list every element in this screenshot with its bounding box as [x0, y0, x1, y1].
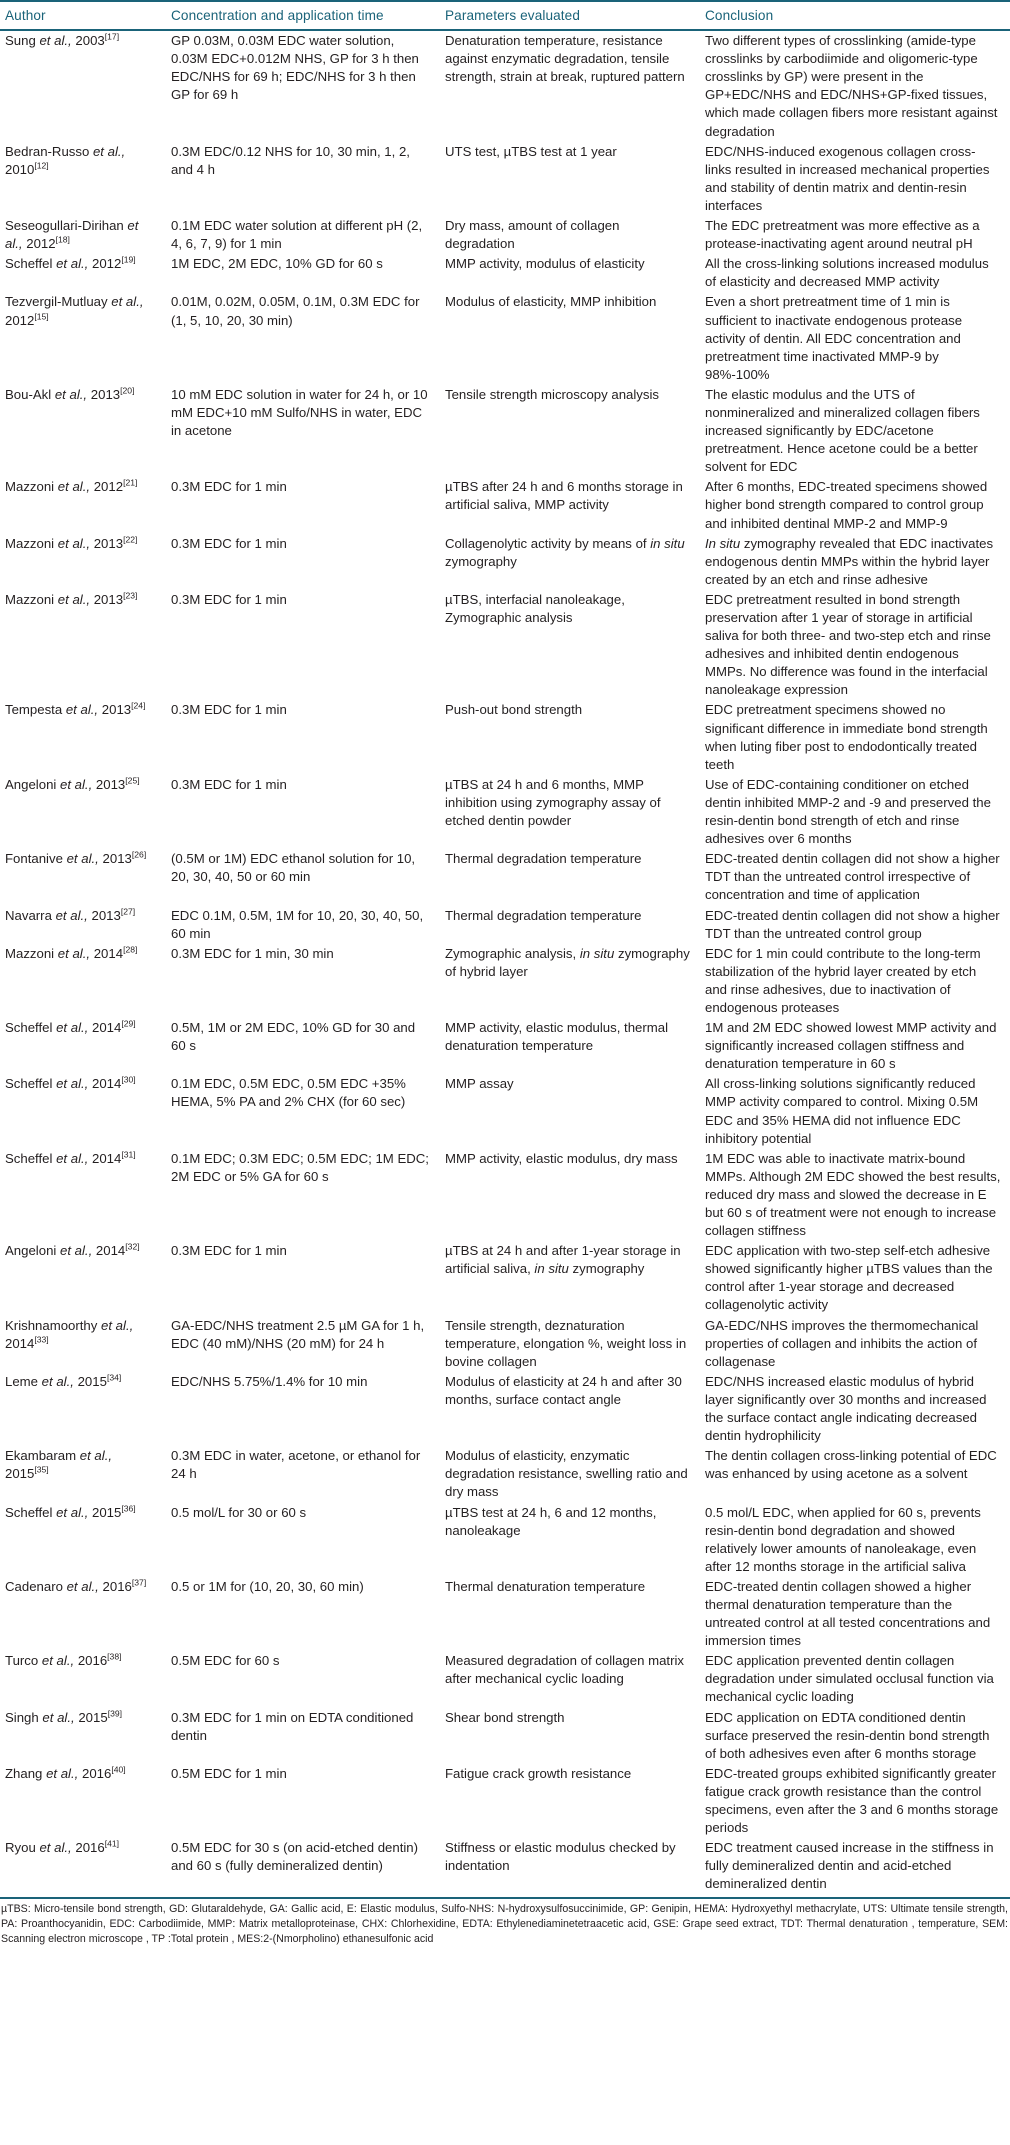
citation-ref: [27]	[120, 906, 136, 917]
citation-ref: [37]	[131, 1577, 147, 1588]
cell-conclusion: Even a short pretreatment time of 1 min is sufficient to inactivate endogenous protease activity of dentin. All EDC concentration and pretreatment time inactivated MMP-9 by 98%-100%	[705, 294, 963, 382]
table-row	[0, 906, 1010, 944]
table-row	[0, 1241, 1010, 1315]
table-row	[0, 254, 1010, 292]
cell-parameters: µTBS test at 24 h, 6 and 12 months, nanoleakage	[445, 1504, 657, 1538]
table-row	[0, 534, 1010, 590]
cell-concentration: 0.3M EDC in water, acetone, or ethanol for 24 h	[171, 1448, 421, 1482]
cell-parameters: Tensile strength microscopy analysis	[445, 386, 660, 402]
table-row	[0, 385, 1010, 477]
cell-conclusion: EDC-treated groups exhibited significantly greater fatigue crack growth resistance than the control specimens, even after the 3 and 6 months storage periods	[705, 1765, 999, 1836]
table-row	[0, 477, 1010, 533]
citation-ref: [19]	[121, 254, 136, 265]
cell-concentration: 0.3M EDC for 1 min	[171, 479, 287, 495]
table-body	[0, 30, 1010, 1898]
cell-author: Cadenaro et al., 2016[37]	[5, 1577, 147, 1594]
table-row	[0, 849, 1010, 905]
cell-parameters: Denaturation temperature, resistance against enzymatic degradation, tensile strength, strain at break, ruptured pattern	[445, 33, 685, 85]
table-row	[0, 1503, 1010, 1577]
cell-concentration: 0.3M EDC for 1 min	[171, 1243, 287, 1259]
cell-conclusion: EDC/NHS increased elastic modulus of hybrid layer significantly over 30 months and increased the surface contact angle indicating decreased dentin hydrophilicity	[705, 1373, 987, 1444]
cell-conclusion: The elastic modulus and the UTS of nonmineralized and mineralized collagen fibers increased significantly by EDC/acetone pretreatment. Hence acetone could be a better solvent for EDC	[705, 386, 980, 475]
cell-parameters: Modulus of elasticity at 24 h and after 30 months, surface contact angle	[445, 1373, 682, 1407]
cell-concentration: 0.3M EDC for 1 min on EDTA conditioned dentin	[171, 1709, 414, 1743]
cell-conclusion: GA-EDC/NHS improves the thermomechanical properties of collagen and inhibits the action of collagenase	[705, 1317, 979, 1369]
cell-parameters: UTS test, µTBS test at 1 year	[445, 143, 617, 159]
cell-parameters: Modulus of elasticity, enzymatic degradation resistance, swelling ratio and dry mass	[445, 1448, 688, 1500]
cell-author: Ekambaram et al., 2015[35]	[5, 1448, 113, 1482]
cell-concentration: 0.01M, 0.02M, 0.05M, 0.1M, 0.3M EDC for (1, 5, 10, 20, 30 min)	[171, 294, 420, 328]
column-header-conclusion: Conclusion	[700, 1, 1010, 30]
citation-ref: [18]	[55, 234, 70, 245]
cell-author: Scheffel et al., 2014[30]	[5, 1074, 136, 1092]
cell-parameters: Thermal denaturation temperature	[445, 1578, 646, 1594]
cell-author: Mazzoni et al., 2012[21]	[5, 477, 138, 495]
cell-concentration: 0.3M EDC for 1 min, 30 min	[171, 945, 334, 961]
table-row	[0, 1764, 1010, 1838]
cell-conclusion: The dentin collagen cross-linking potential of EDC was enhanced by using acetone as a solvent	[705, 1448, 997, 1482]
cell-parameters: MMP activity, elastic modulus, thermal denaturation temperature	[445, 1020, 669, 1054]
cell-concentration: 0.1M EDC, 0.5M EDC, 0.5M EDC +35% HEMA, 5% PA and 2% CHX (for 60 sec)	[171, 1076, 406, 1110]
cell-conclusion: After 6 months, EDC-treated specimens showed higher bond strength compared to control group and inhibited dentinal MMP-2 and MMP-9	[705, 479, 988, 531]
cell-conclusion: EDC/NHS-induced exogenous collagen cross-links resulted in increased mechanical properties and stability of dentin matrix and dentin-resin interfaces	[705, 143, 990, 213]
cell-parameters: MMP activity, modulus of elasticity	[445, 256, 645, 272]
cell-concentration: 0.3M EDC for 1 min	[171, 591, 287, 607]
cell-concentration: EDC/NHS 5.75%/1.4% for 10 min	[171, 1373, 368, 1389]
cell-author: Fontanive et al., 2013[26]	[5, 849, 147, 867]
cell-concentration: 0.5 or 1M for (10, 20, 30, 60 min)	[171, 1578, 364, 1594]
cell-author: Bedran-Russo et al., 2010[12]	[5, 143, 126, 177]
cell-concentration: 0.3M EDC/0.12 NHS for 10, 30 min, 1, 2, and 4 h	[171, 143, 410, 177]
cell-author: Sung et al., 2003[17]	[5, 31, 120, 49]
cell-conclusion: Two different types of crosslinking (amide-type crosslinks by carbodiimide and oligomeric-type crosslinks by GP) were present in the GP+EDC/NHS and EDC/NHS+GP-fixed tissues, which made collagen fibers more resistant against degradation	[705, 33, 998, 139]
citation-ref: [25]	[125, 775, 140, 786]
table-header-row	[0, 1, 1010, 30]
cell-conclusion: EDC treatment caused increase in the stiffness in fully demineralized dentin and acid-etched demineralized dentin	[700, 1838, 1010, 1898]
cell-parameters: Dry mass, amount of collagen degradation	[445, 218, 620, 252]
cell-concentration: 0.5M EDC for 1 min	[171, 1765, 287, 1781]
table-row	[0, 1018, 1010, 1074]
table-footnote-abbreviations: µTBS: Micro-tensile bond strength, GD: Glutaraldehyde, GA: Gallic acid, E: Elastic modulus, Sulfo-NHS: N-hydroxysulfosuccinimide, GP: Genipin, HEMA: Hydroxyethyl methacrylate, UTS: Ultimate tensile strength, PA: Proanthocyanidin, EDC: Carbodiimide, MMP: Matrix metalloproteinase, CHX: Chlorhexidine, EDTA: Ethylenediaminetetraacetic acid, GSE: Grape seed extract, TDT: Thermal denaturation , temperature, SEM: Scanning electron microscope , TP :Total protein , MES:2-(Nmorpholino) ethanesulfonic acid	[1, 1903, 1008, 1945]
cell-author: Scheffel et al., 2014[29]	[5, 1018, 136, 1036]
citation-ref: [23]	[123, 590, 138, 601]
cell-author: Navarra et al., 2013[27]	[5, 906, 136, 923]
cell-author: Krishnamoorthy et al., 2014[33]	[5, 1317, 134, 1351]
cell-author: Tezvergil-Mutluay et al., 2012[15]	[5, 294, 144, 328]
cell-parameters: Measured degradation of collagen matrix after mechanical cyclic loading	[445, 1653, 684, 1687]
cell-conclusion: EDC pretreatment resulted in bond strength preservation after 1 year of storage in artificial saliva for both three- and two-step etch and rinse adhesives and inhibited dentin endogenous MMPs. No difference was found in the interfacial nanoleakage expression	[705, 591, 991, 698]
citation-ref: [24]	[131, 701, 146, 712]
table-row	[0, 1316, 1010, 1372]
table-row	[0, 944, 1010, 1018]
citation-ref: [38]	[107, 1651, 122, 1662]
citation-ref: [32]	[125, 1241, 140, 1252]
cell-concentration: 10 mM EDC solution in water for 24 h, or 10 mM EDC+10 mM Sulfo/NHS in water, EDC in acetone	[171, 386, 428, 439]
citation-ref: [30]	[121, 1074, 136, 1085]
cell-concentration: 0.1M EDC water solution at different pH (2, 4, 6, 7, 9) for 1 min	[171, 218, 423, 252]
citation-ref: [21]	[123, 477, 138, 488]
table-row	[0, 142, 1010, 216]
cell-author: Ryou et al., 2016[41]	[0, 1838, 166, 1898]
cell-parameters: µTBS at 24 h and after 1-year storage in artificial saliva, in situ zymography	[445, 1243, 681, 1277]
table-row	[0, 1708, 1010, 1764]
cell-concentration: 0.3M EDC for 1 min	[171, 702, 287, 718]
citation-ref: [34]	[106, 1372, 122, 1383]
cell-author: Bou-Akl et al., 2013[20]	[5, 385, 135, 402]
citation-ref: [26]	[131, 849, 147, 860]
cell-conclusion: All cross-linking solutions significantly reduced MMP activity compared to control. Mixing 0.5M EDC and 35% HEMA did not influence EDC inhibitory potential	[705, 1076, 979, 1146]
citation-ref: [15]	[34, 311, 49, 322]
citation-ref: [40]	[111, 1764, 126, 1775]
citation-ref: [33]	[34, 1334, 49, 1345]
cell-author: Tempesta et al., 2013[24]	[5, 701, 146, 718]
cell-conclusion: EDC-treated dentin collagen did not show a higher TDT than the untreated control irrespective of concentration and time of application	[705, 851, 1000, 903]
cell-author: Angeloni et al., 2013[25]	[5, 775, 140, 792]
cell-author: Scheffel et al., 2015[36]	[5, 1503, 136, 1520]
cell-conclusion: In situ zymography revealed that EDC inactivates endogenous dentin MMPs within the hybrid layer created by an etch and rinse adhesive	[705, 535, 994, 587]
cell-concentration: 0.1M EDC; 0.3M EDC; 0.5M EDC; 1M EDC; 2M EDC or 5% GA for 60 s	[171, 1150, 429, 1184]
table-row	[0, 1372, 1010, 1446]
cell-parameters: Fatigue crack growth resistance	[445, 1765, 632, 1781]
cell-concentration: 1M EDC, 2M EDC, 10% GD for 60 s	[171, 256, 383, 272]
table-row	[0, 216, 1010, 254]
cell-parameters: Thermal degradation temperature	[445, 851, 642, 867]
cell-parameters: Shear bond strength	[445, 1709, 565, 1725]
cell-concentration: 0.5M EDC for 30 s (on acid-etched dentin) and 60 s (fully demineralized dentin)	[166, 1838, 440, 1898]
cell-concentration: 0.3M EDC for 1 min	[171, 535, 287, 551]
cell-parameters: µTBS after 24 h and 6 months storage in artificial saliva, MMP activity	[445, 479, 683, 513]
cell-author: Mazzoni et al., 2013[23]	[5, 590, 138, 607]
cell-conclusion: 1M and 2M EDC showed lowest MMP activity and significantly increased collagen stiffness and denaturation temperature in 60 s	[705, 1020, 997, 1072]
cell-conclusion: 0.5 mol/L EDC, when applied for 60 s, prevents resin-dentin bond degradation and showed relatively lower amounts of nanoleakage, even after 12 months storage in the artificial saliva	[705, 1504, 981, 1574]
citation-ref: [39]	[107, 1708, 123, 1719]
table-row	[0, 292, 1010, 384]
cell-conclusion: EDC application on EDTA conditioned dentin surface preserved the resin-dentin bond strength of both adhesives even after 6 months storage	[705, 1709, 990, 1761]
cell-parameters: Tensile strength, deznaturation temperature, elongation %, weight loss in bovine collagen	[445, 1317, 687, 1369]
cell-conclusion: EDC-treated dentin collagen did not show a higher TDT than the untreated control group	[705, 907, 1000, 941]
cell-parameters: Stiffness or elastic modulus checked by indentation	[440, 1838, 700, 1898]
cell-conclusion: The EDC pretreatment was more effective as a protease-inactivating agent around neutral pH	[705, 218, 980, 252]
cell-conclusion: EDC for 1 min could contribute to the long-term stabilization of the hybrid layer created by etch and rinse adhesives, due to inactivation of endogenous proteases	[705, 945, 981, 1015]
table-row	[0, 1074, 1010, 1148]
cell-parameters: MMP activity, elastic modulus, dry mass	[445, 1150, 678, 1166]
table-row	[0, 590, 1010, 701]
citation-ref: [17]	[104, 31, 120, 42]
cell-concentration: 0.3M EDC for 1 min	[171, 776, 287, 792]
cell-conclusion: All the cross-linking solutions increased modulus of elasticity and decreased MMP activity	[705, 256, 989, 290]
cell-author: Mazzoni et al., 2014[28]	[5, 944, 138, 961]
column-header-author: Author	[0, 1, 166, 30]
cell-author: Scheffel et al., 2012[19]	[5, 254, 136, 272]
table-row	[0, 1651, 1010, 1707]
citation-ref: [12]	[34, 160, 49, 171]
citation-ref: [31]	[121, 1149, 136, 1160]
table-row	[0, 30, 1010, 142]
citation-ref: [28]	[123, 944, 138, 955]
cell-concentration: 0.5 mol/L for 30 or 60 s	[171, 1504, 307, 1520]
cell-conclusion: Use of EDC-containing conditioner on etched dentin inhibited MMP-2 and -9 and preserved the resin-dentin bond strength of etch and rinse adhesives over 6 months	[705, 776, 991, 847]
cell-conclusion: EDC pretreatment specimens showed no significant difference in immediate bond strength when luting fiber post to endodontically treated teeth	[705, 702, 988, 772]
cell-concentration: EDC 0.1M, 0.5M, 1M for 10, 20, 30, 40, 50, 60 min	[171, 907, 424, 941]
cell-conclusion: 1M EDC was able to inactivate matrix-bound MMPs. Although 2M EDC showed the best results, reduced dry mass and slowed the decrease in E but 60 s of treatment were not enough to increase collagen stiffness	[705, 1150, 1001, 1239]
cell-parameters: Zymographic analysis, in situ zymography of hybrid layer	[445, 945, 690, 979]
cell-author: Mazzoni et al., 2013[22]	[5, 534, 138, 551]
cell-concentration: (0.5M or 1M) EDC ethanol solution for 10, 20, 30, 40, 50 or 60 min	[171, 851, 416, 885]
citation-ref: [36]	[121, 1503, 136, 1514]
cell-parameters: MMP assay	[445, 1076, 514, 1092]
cell-author: Seseogullari-Dirihan et al., 2012[18]	[5, 218, 139, 252]
citation-ref: [20]	[120, 385, 135, 396]
table-row	[0, 1838, 1010, 1898]
cell-parameters: Push-out bond strength	[445, 702, 583, 718]
cell-parameters: Thermal degradation temperature	[445, 907, 642, 923]
cell-concentration: GA-EDC/NHS treatment 2.5 µM GA for 1 h, EDC (40 mM)/NHS (20 mM) for 24 h	[171, 1317, 425, 1351]
column-header-concentration: Concentration and application time	[166, 1, 440, 30]
cell-conclusion: EDC application prevented dentin collagen degradation under simulated occlusal function via mechanical cyclic loading	[705, 1653, 994, 1705]
citation-ref: [41]	[104, 1838, 120, 1849]
cell-parameters: µTBS at 24 h and 6 months, MMP inhibition using zymography assay of etched dentin powder	[445, 776, 661, 829]
cell-author: Scheffel et al., 2014[31]	[5, 1149, 136, 1166]
cell-concentration: 0.5M EDC for 60 s	[171, 1653, 280, 1669]
citation-ref: [29]	[121, 1018, 136, 1029]
table-row	[0, 700, 1010, 774]
citation-ref: [35]	[34, 1464, 49, 1475]
citation-ref: [22]	[123, 534, 138, 545]
table-header	[0, 1, 1010, 30]
table-row	[0, 1577, 1010, 1651]
column-header-parameters: Parameters evaluated	[440, 1, 700, 30]
table-row	[0, 1446, 1010, 1502]
cell-parameters: Collagenolytic activity by means of in situ zymography	[445, 535, 685, 569]
cell-parameters: Modulus of elasticity, MMP inhibition	[445, 294, 657, 310]
cell-author: Leme et al., 2015[34]	[5, 1372, 122, 1389]
cell-concentration: GP 0.03M, 0.03M EDC water solution, 0.03M EDC+0.012M NHS, GP for 3 h then EDC/NHS for 69 h; EDC/NHS for 3 h then GP for 69 h	[171, 33, 419, 103]
cell-author: Zhang et al., 2016[40]	[5, 1764, 126, 1781]
table-row	[0, 775, 1010, 849]
table-row	[0, 1149, 1010, 1241]
cell-parameters: µTBS, interfacial nanoleakage, Zymographic analysis	[445, 591, 625, 625]
cell-author: Angeloni et al., 2014[32]	[5, 1241, 140, 1259]
cell-conclusion: EDC-treated dentin collagen showed a higher thermal denaturation temperature than the untreated control at all tested concentrations and immersion times	[705, 1578, 991, 1649]
cell-concentration: 0.5M, 1M or 2M EDC, 10% GD for 30 and 60 s	[171, 1020, 416, 1054]
cell-author: Singh et al., 2015[39]	[5, 1708, 123, 1725]
cell-conclusion: EDC application with two-step self-etch adhesive showed significantly higher µTBS values than the control after 1-year storage and decreased collagenolytic activity	[705, 1243, 993, 1313]
cell-author: Turco et al., 2016[38]	[5, 1651, 122, 1669]
